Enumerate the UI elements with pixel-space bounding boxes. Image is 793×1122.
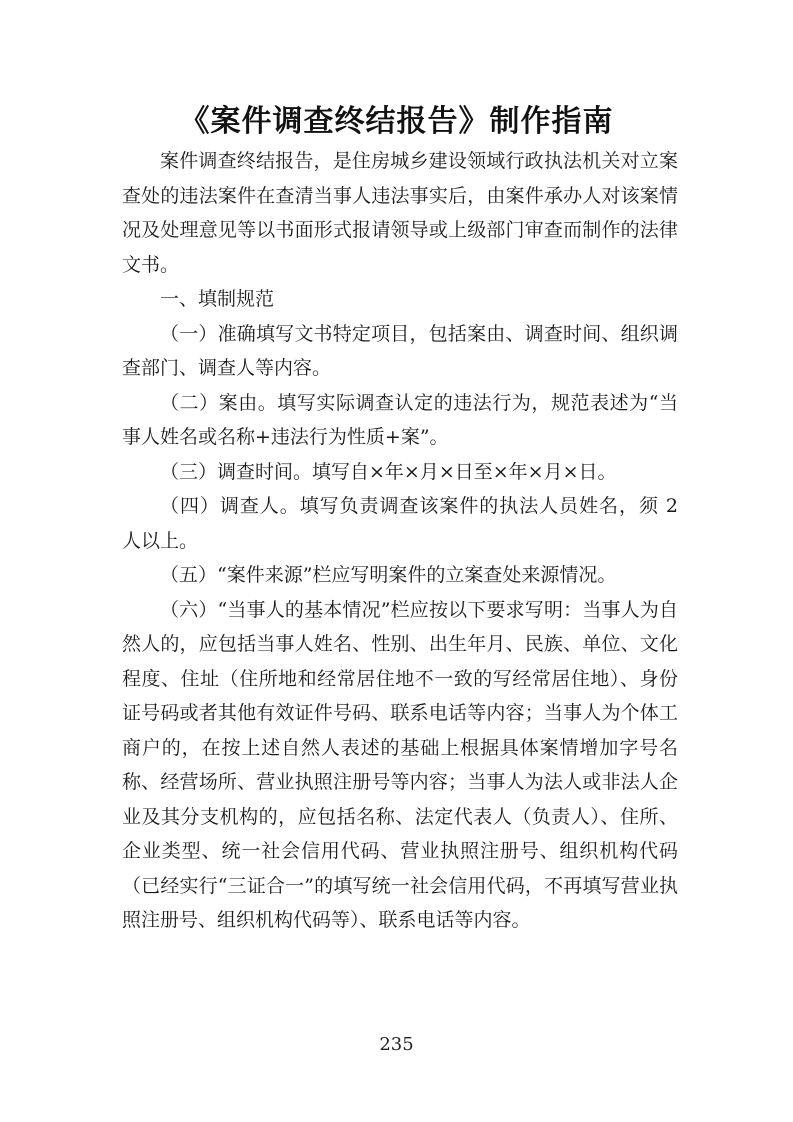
rule-paragraph-6: （六）“当事人的基本情况”栏应按以下要求写明：当事人为自然人的，应包括当事人姓名、性别、出生年月、民族、单位、文化程度、住址（住所地和经常居住地不一致的写经常居住地）、身份证号码或者其他有效证件号码、联系电话等内容；当事人为个体工商户的，在按上述自然人表述的基础上根据具体案情增加字号名称、经营场所、营业执照注册号等内容；当事人为法人或非法人企业及其分支机构的，应包括名称、法定代表人（负责人）、住所、企业类型、统一社会信用代码、营业执照注册号、组织机构代码（已经实行“三证合一”的填写统一社会信用代码，不再填写营业执照注册号、组织机构代码等）、联系电话等内容。: [122, 598, 678, 931]
intro-paragraph: 案件调查终结报告，是住房城乡建设领域行政执法机关对立案查处的违法案件在查清当事人违法事实后，由案件承办人对该案情况及处理意见等以书面形式报请领导或上级部门审查而制作的法律文书。: [122, 150, 678, 276]
document-title: 《案件调查终结报告》制作指南: [179, 104, 614, 139]
section-heading: 一、填制规范: [160, 288, 275, 310]
page-number: 235: [379, 1034, 414, 1055]
document-body: [122, 144, 678, 938]
rule-paragraph-3: （三）调查时间。填写自×年×月×日至×年×月×日。: [160, 460, 617, 483]
rule-paragraph-1: （一）准确填写文书特定项目，包括案由、调查时间、组织调查部门、调查人等内容。: [122, 322, 678, 379]
rule-paragraph-4: （四）调查人。填写负责调查该案件的执法人员姓名，须 2 人以上。: [122, 495, 678, 552]
rule-paragraph-2: （二）案由。填写实际调查认定的违法行为，规范表述为“当事人姓名或名称+违法行为性质+案”。: [122, 391, 678, 448]
rule-paragraph-5: （五）“案件来源”栏应写明案件的立案查处来源情况。: [160, 564, 617, 586]
